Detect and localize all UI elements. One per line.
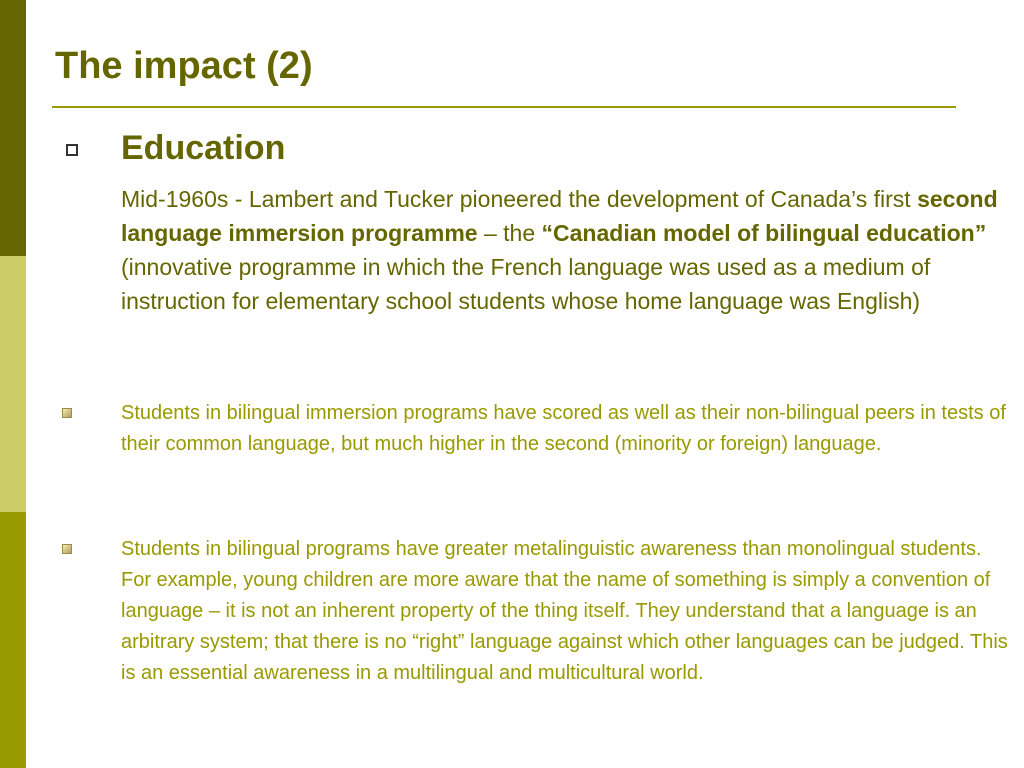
decorative-bar-top: [0, 0, 26, 256]
hollow-square-icon: [66, 144, 78, 156]
gold-square-bullet-icon: [62, 408, 72, 418]
slide-title: The impact (2): [55, 45, 313, 87]
section-paragraph: [121, 182, 1011, 318]
bullet-text-immersion-scores: Students in bilingual immersion programs have scored as well as their non-bilingual peers in tests of their common language, but much higher in the second (minority or foreign) language.: [121, 402, 1006, 455]
paragraph-text-1: Mid-1960s - Lambert and Tucker pioneered the development of Canada’s first: [121, 186, 918, 212]
paragraph-bold-2: “Canadian model of bilingual education”: [541, 220, 987, 246]
decorative-bar-bottom: [0, 512, 26, 768]
decorative-bar-middle: [0, 256, 26, 512]
paragraph-bold-1: second language immersion programme: [121, 186, 998, 246]
title-underline: [52, 106, 956, 108]
section-heading: Education: [121, 129, 286, 167]
bullet-text-metalinguistic-awareness: Students in bilingual programs have greater metalinguistic awareness than monolingual students. For example, young children are more aware that the name of something is simply a convention of language – it is not an inherent property of the thing itself. They understand that a language is an arbitrary system; that there is no “right” language against which other languages can be judged. This is an essential awareness in a multilingual and multicultural world.: [121, 538, 1008, 684]
gold-square-bullet-icon: [62, 544, 72, 554]
paragraph-text-3: (innovative programme in which the French language was used as a medium of instruction for elementary school students whose home language was English): [121, 254, 931, 314]
paragraph-text-2: – the: [477, 220, 542, 246]
